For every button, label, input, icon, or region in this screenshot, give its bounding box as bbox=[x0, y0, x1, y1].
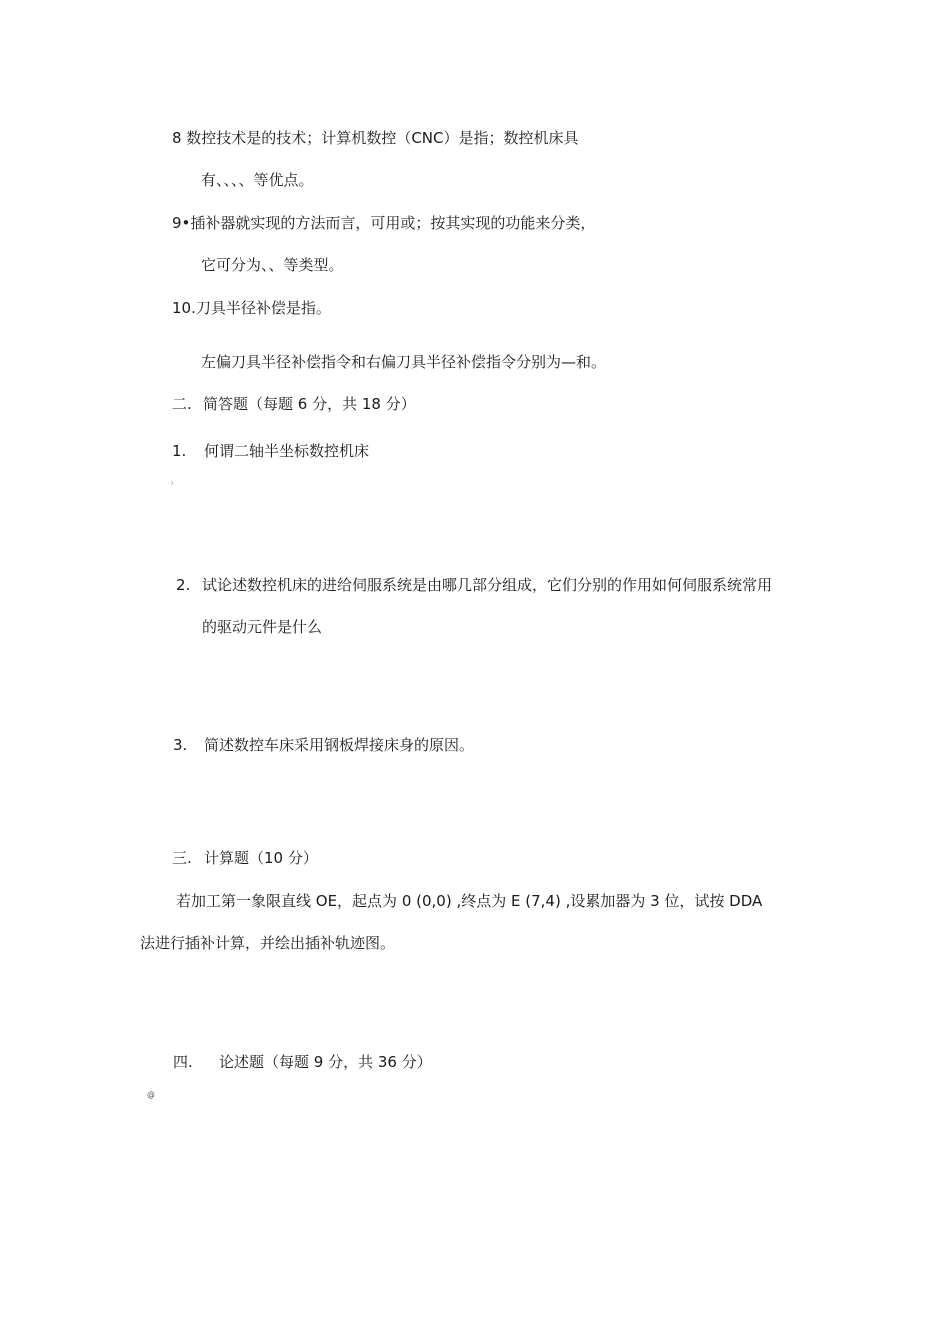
q2-number: 2. bbox=[176, 576, 191, 594]
essay-heading: 论述题（每题 9 分，共 36 分） bbox=[219, 1053, 432, 1071]
q9-line-1: 9•插补器就实现的方法而言，可用或；按其实现的功能来分类， bbox=[172, 214, 596, 232]
stray-mark: ⁾ bbox=[171, 480, 173, 489]
short-answer-heading-num: 二. bbox=[172, 395, 192, 413]
calculation-heading: 计算题（10 分） bbox=[204, 849, 318, 867]
q9-line-2: 它可分为、、等类型。 bbox=[201, 256, 344, 274]
calculation-heading-num: 三. bbox=[172, 849, 192, 867]
q10-line-2: 左偏刀具半径补偿指令和右偏刀具半径补偿指令分别为—和。 bbox=[201, 353, 607, 371]
short-answer-heading: 简答题（每题 6 分，共 18 分） bbox=[203, 395, 416, 413]
q10-line-1: 10.刀具半径补偿是指。 bbox=[172, 299, 331, 317]
stray-at-mark: @ bbox=[147, 1090, 155, 1099]
q2-text: 试论述数控机床的进给伺服系统是由哪几部分组成，它们分别的作用如何伺服系统常用 bbox=[202, 576, 773, 594]
q1-number: 1. bbox=[172, 442, 187, 460]
calculation-problem-line-2: 法进行插补计算，并绘出插补轨迹图。 bbox=[140, 934, 396, 952]
q2-text-continued: 的驱动元件是什么 bbox=[202, 618, 323, 636]
q1-text: 何谓二轴半坐标数控机床 bbox=[204, 442, 370, 460]
essay-heading-num: 四. bbox=[173, 1053, 193, 1071]
q8-line-1: 8 数控技术是的技术；计算机数控（CNC）是指；数控机床具 bbox=[172, 129, 579, 147]
q3-number: 3. bbox=[173, 736, 188, 754]
q8-line-2: 有、、、、等优点。 bbox=[201, 171, 314, 189]
q3-text: 简述数控车床采用钢板焊接床身的原因。 bbox=[204, 736, 475, 754]
calculation-problem-line-1: 若加工第一象限直线 OE，起点为 0 (0,0) ,终点为 E (7,4) ,设累加器为 3 位，试按 DDA bbox=[176, 892, 763, 910]
